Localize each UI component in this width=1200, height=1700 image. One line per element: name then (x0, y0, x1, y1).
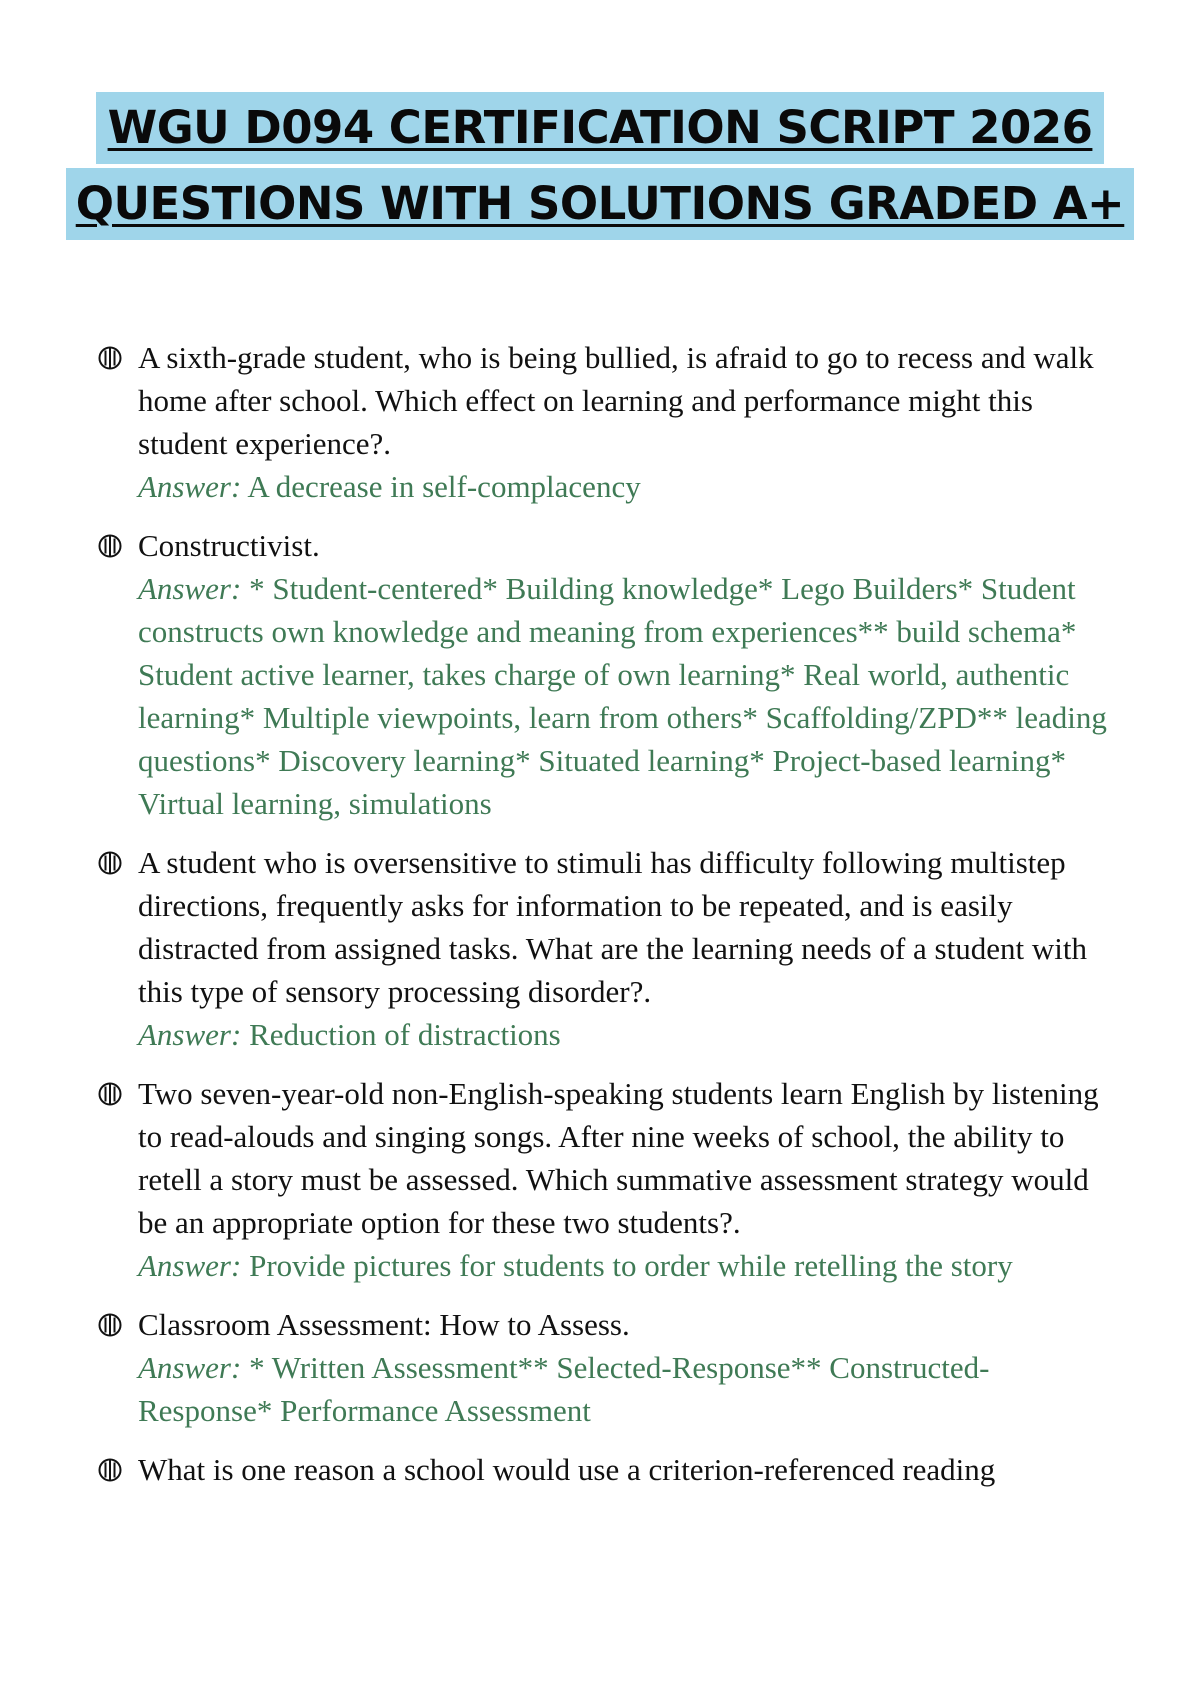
answer-value: A decrease in self-complacency (247, 469, 641, 504)
question-list (98, 336, 1118, 1507)
answer-label: Answer: (138, 1350, 242, 1385)
qa-item-4 (98, 1072, 1118, 1287)
answer-label: Answer: (138, 469, 242, 504)
qa-item-6 (98, 1448, 1118, 1491)
question-text: Two seven-year-old non-English-speaking students learn English by listening to read-alouds and singing songs. After nine weeks of school, the ability to retell a story must be assessed. Which summative assessment strategy would be an appropriate option for these two students?. (138, 1076, 1099, 1240)
question-text: What is one reason a school would use a criterion-referenced reading (138, 1452, 996, 1487)
qa-item-1 (98, 336, 1118, 508)
answer-value: * Student-centered* Building knowledge* Lego Builders* Student constructs own knowledge and meaning from experiences** build schema* Student active learner, takes charge of own learning* Real world, authentic learning* Multiple viewpoints, learn from others* Scaffolding/ZPD** leading questions* Discovery learning* Situated learning* Project-based learning* Virtual learning, simulations (138, 571, 1107, 821)
striped-circle-bullet-icon (98, 534, 122, 558)
answer-text (138, 1244, 1118, 1287)
document-title (0, 92, 1200, 240)
striped-circle-bullet-icon (98, 1313, 122, 1337)
answer-value: Reduction of distractions (249, 1017, 561, 1052)
striped-circle-bullet-icon (98, 346, 122, 370)
striped-circle-bullet-icon (98, 1458, 122, 1482)
answer-label: Answer: (138, 571, 242, 606)
qa-item-5 (98, 1303, 1118, 1432)
title-line-1: WGU D094 CERTIFICATION SCRIPT 2026 (96, 92, 1105, 164)
qa-item-3 (98, 841, 1118, 1056)
question-text: A student who is oversensitive to stimuli has difficulty following multistep directions, frequently asks for information to be repeated, and is easily distracted from assigned tasks. What are the learning needs of a student with this type of sensory processing disorder?. (138, 845, 1087, 1009)
title-line-2: QUESTIONS WITH SOLUTIONS GRADED A+ (66, 168, 1135, 240)
answer-value: Provide pictures for students to order while retelling the story (249, 1248, 1013, 1283)
question-text: Classroom Assessment: How to Assess. (138, 1307, 630, 1342)
answer-text (138, 1346, 1118, 1432)
question-text: Constructivist. (138, 528, 320, 563)
answer-label: Answer: (138, 1017, 242, 1052)
answer-text (138, 1013, 1118, 1056)
striped-circle-bullet-icon (98, 851, 122, 875)
answer-text (138, 465, 1118, 508)
qa-item-2 (98, 524, 1118, 825)
answer-text (138, 567, 1118, 825)
striped-circle-bullet-icon (98, 1082, 122, 1106)
answer-value: * Written Assessment** Selected-Response** Constructed-Response* Performance Assessment (138, 1350, 990, 1428)
answer-label: Answer: (138, 1248, 242, 1283)
question-text: A sixth-grade student, who is being bullied, is afraid to go to recess and walk home after school. Which effect on learning and performance might this student experience?. (138, 340, 1094, 461)
